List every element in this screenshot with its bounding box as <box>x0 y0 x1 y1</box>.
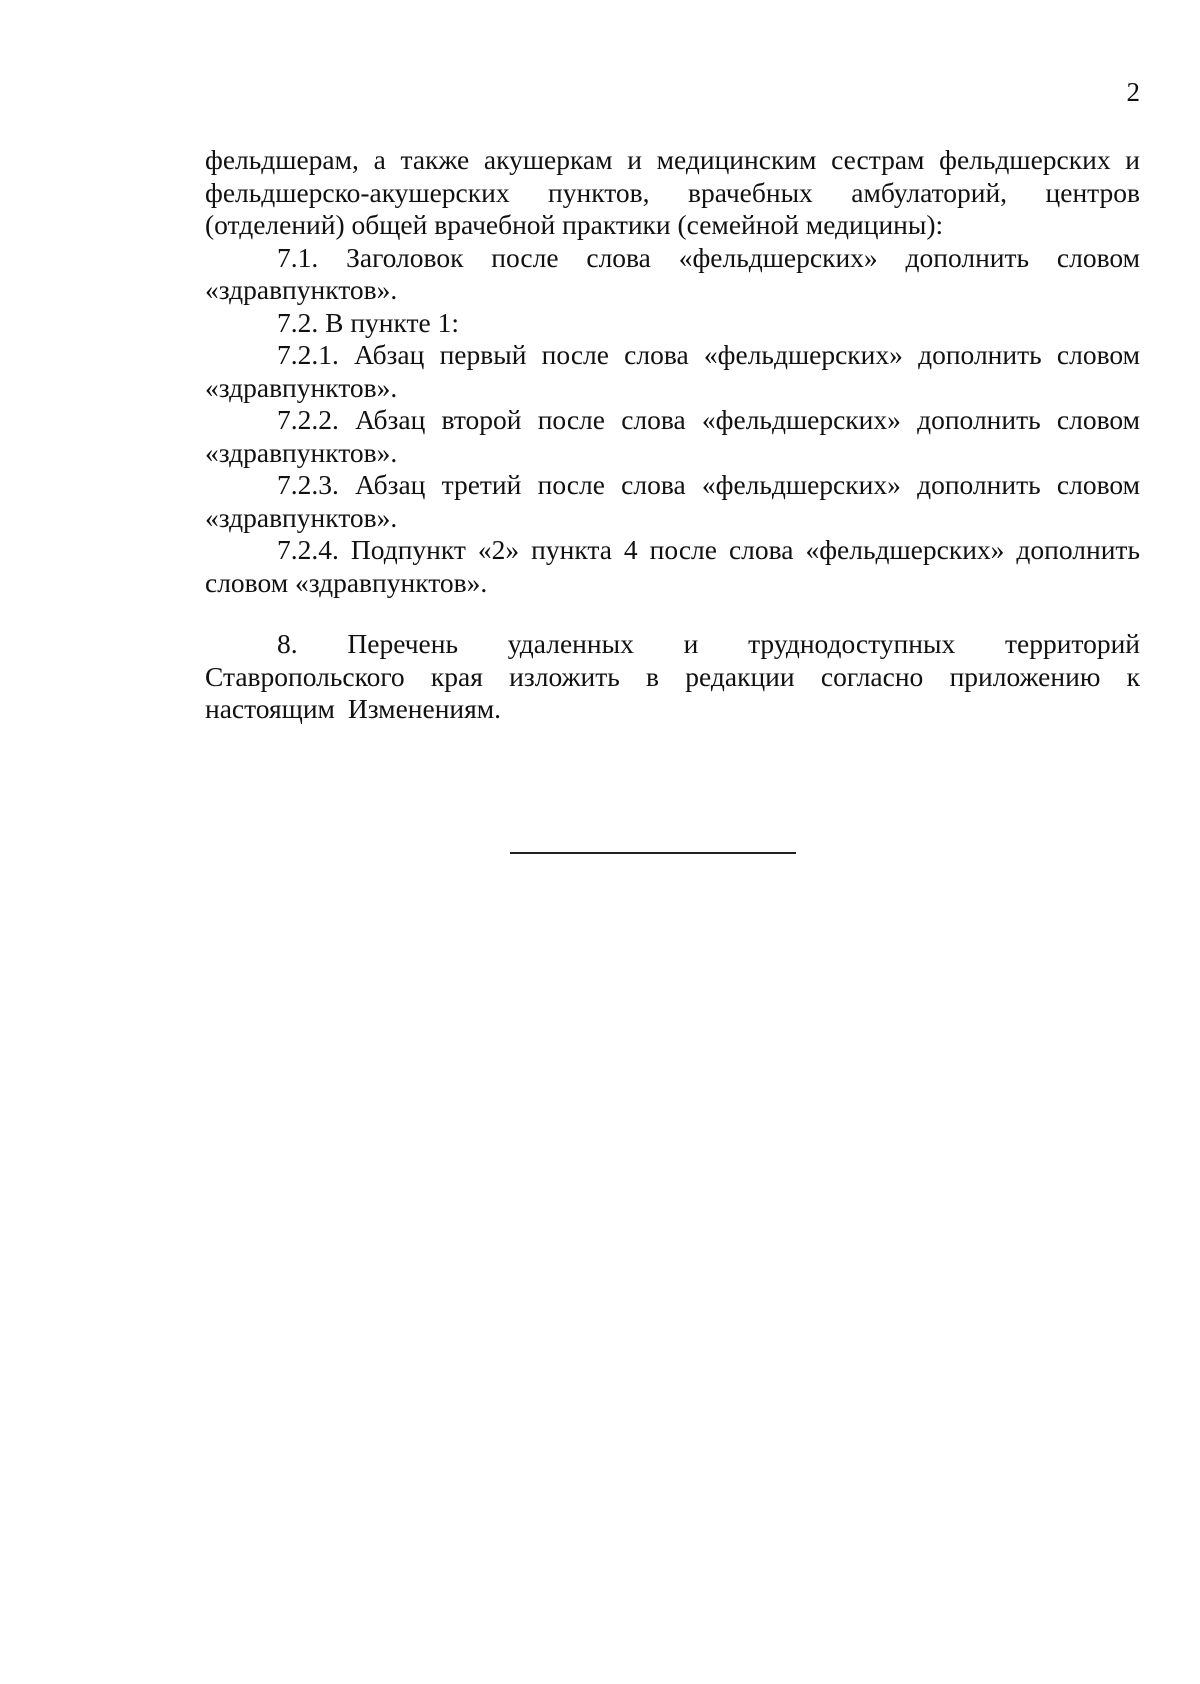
page-number: 2 <box>1126 77 1140 107</box>
amendments-section-8 <box>205 628 1140 726</box>
paragraph-8: 8. Перечень удаленных и труднодоступных территорий Ставропольского края изложить в редакции согласно приложению к настоящим Изменениям. <box>205 628 1140 724</box>
paragraph-7-2: 7.2. В пункте 1: <box>277 306 460 338</box>
paragraph-7-1: 7.1. Заголовок после слова «фельдшерских» дополнить словом «здравпунктов». <box>205 241 1140 305</box>
intro-paragraph: фельдшерам, а также акушеркам и медицинским сестрам фельдшерских и фельдшерско-акушерских пунктов, врачебных амбулаторий, центров (отделений) общей врачебной практики (семейной медицины): <box>205 144 1140 240</box>
paragraph-7-2-1: 7.2.1. Абзац первый после слова «фельдшерских» дополнить словом «здравпунктов». <box>205 339 1140 403</box>
paragraph-7-2-2: 7.2.2. Абзац второй после слова «фельдшерских» дополнить словом «здравпунктов». <box>205 404 1140 468</box>
amendments-section-7 <box>205 144 1140 599</box>
end-separator-line <box>510 852 796 854</box>
paragraph-7-2-4: 7.2.4. Подпункт «2» пункта 4 после слова «фельдшерских» дополнить словом «здравпунктов». <box>205 534 1140 598</box>
paragraph-7-2-3: 7.2.3. Абзац третий после слова «фельдшерских» дополнить словом «здравпунктов». <box>205 469 1140 533</box>
